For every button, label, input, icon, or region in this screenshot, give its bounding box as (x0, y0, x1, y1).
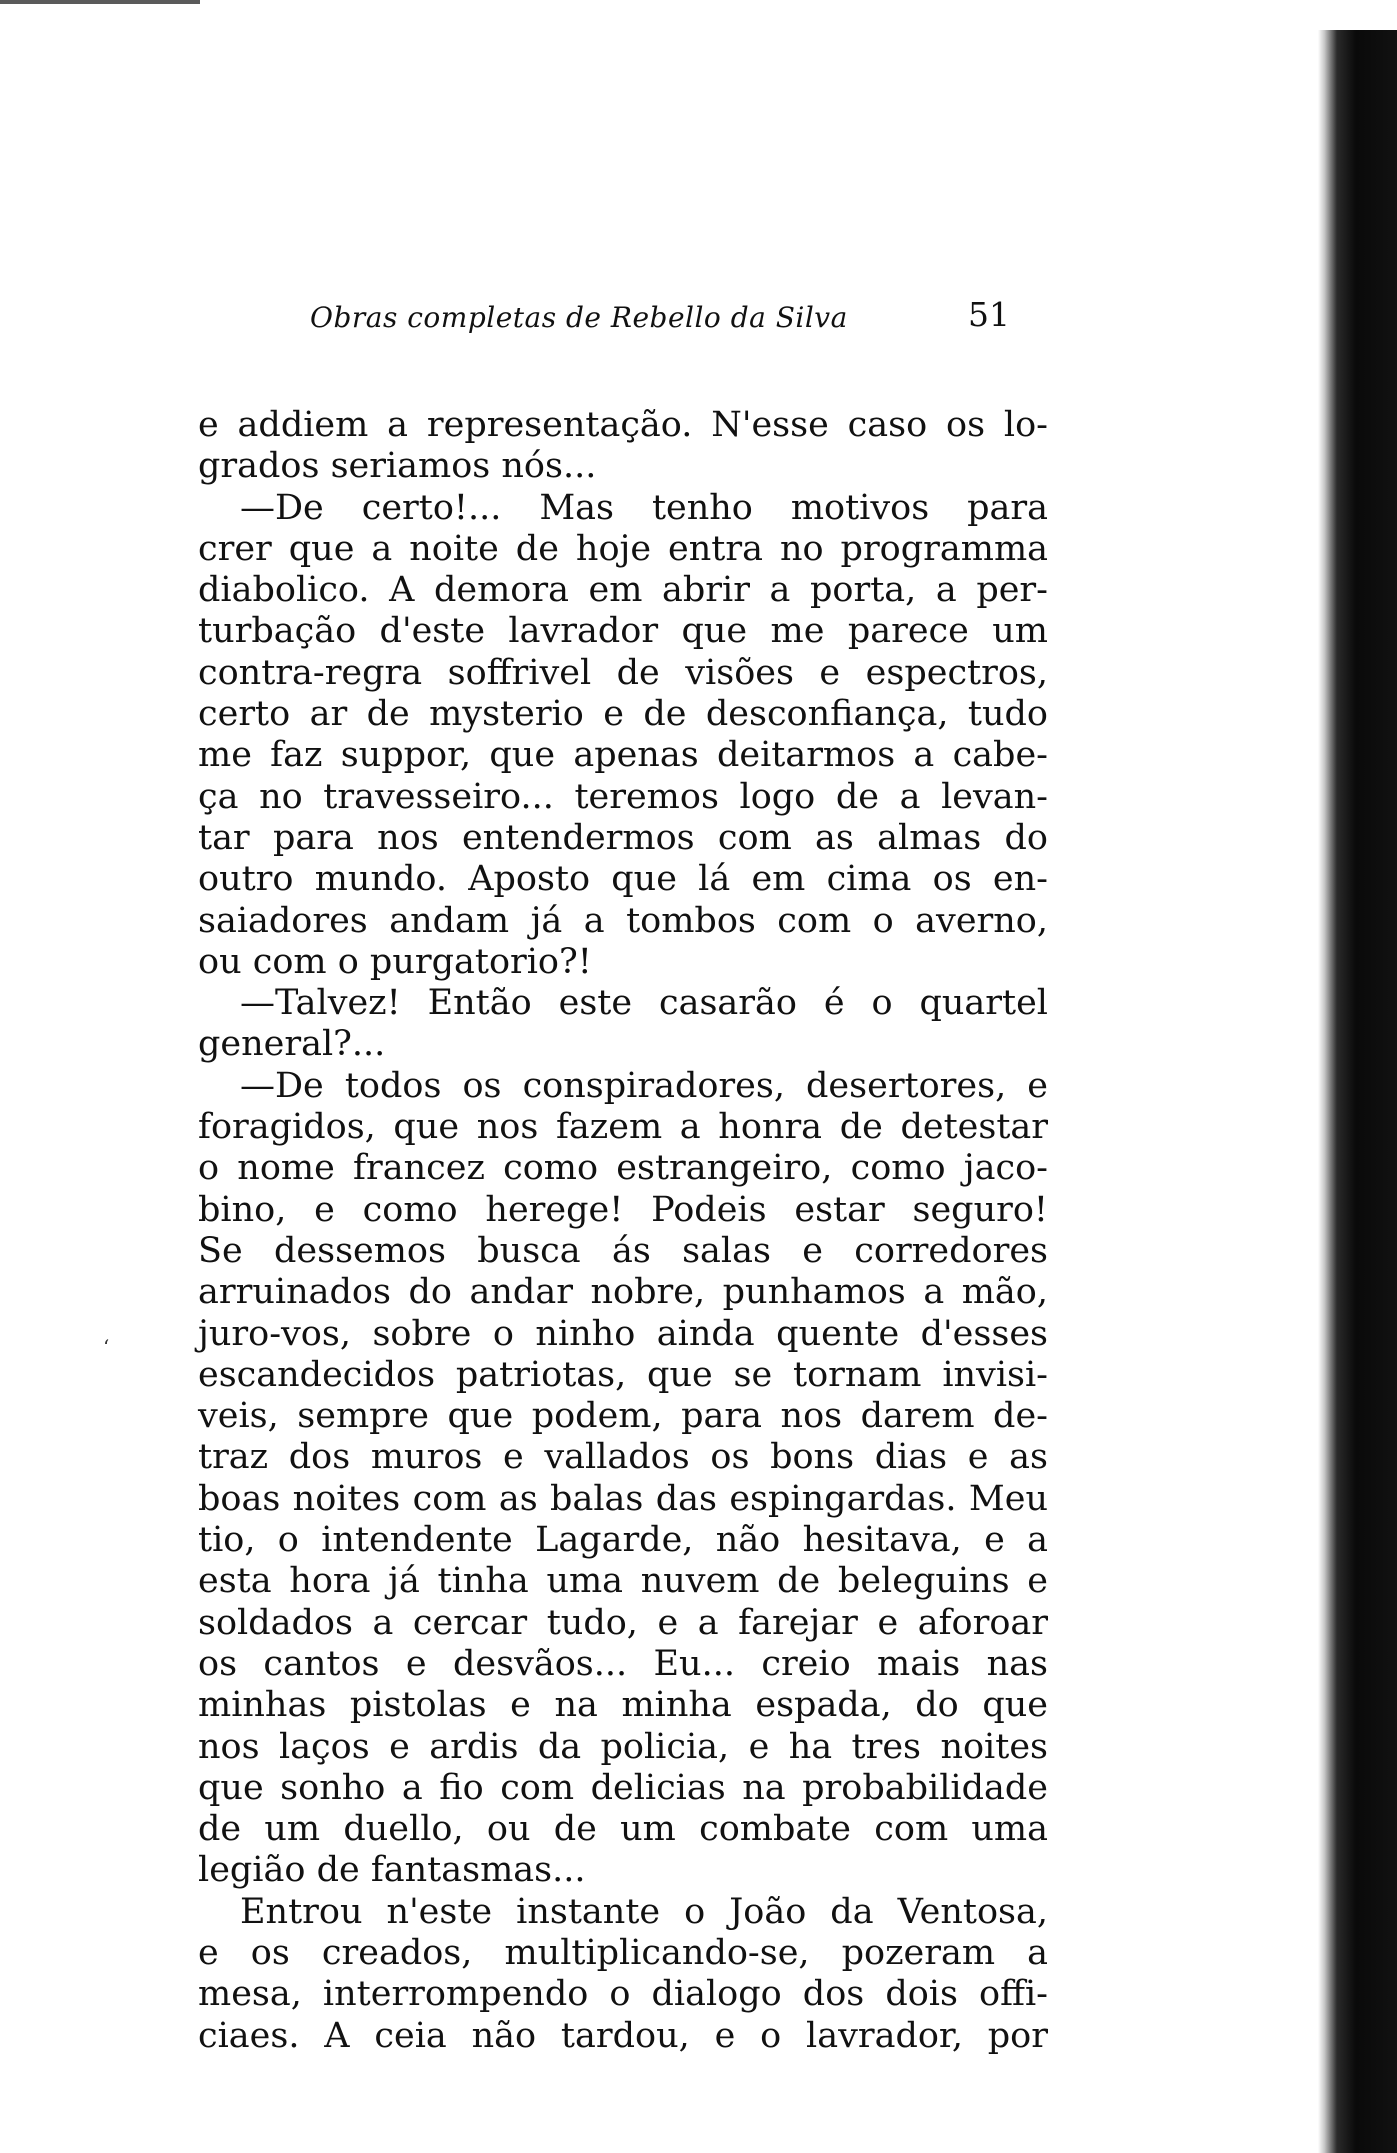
text-line: bino, e como herege! Podeis estar seguro! (198, 1189, 1048, 1230)
text-line: tio, o intendente Lagarde, não hesitava, e a (198, 1520, 1048, 1561)
text-line: —De todos os conspiradores, desertores, e (240, 1065, 1048, 1106)
text-line: Entrou n'este instante o João da Ventosa, (240, 1891, 1048, 1932)
text-line: veis, sempre que podem, para nos darem de- (198, 1396, 1048, 1437)
text-line: ou com o purgatorio?! (198, 941, 592, 982)
text-line: e os creados, multiplicando-se, pozeram a (198, 1932, 1048, 1973)
text-line: os cantos e desvãos... Eu... creio mais nas (198, 1643, 1048, 1684)
stray-mark-glyph: ‘ (103, 1335, 110, 1359)
text-line: Se dessemos busca ás salas e corredores (198, 1230, 1048, 1271)
scan-smudge (0, 0, 200, 4)
text-line: escandecidos patriotas, que se tornam invisi- (198, 1354, 1048, 1395)
text-line: juro-vos, sobre o ninho ainda quente d'esses (198, 1313, 1048, 1354)
page-number: 51 (968, 295, 1010, 334)
text-line: boas noites com as balas das espingardas. Meu (198, 1478, 1048, 1519)
text-line: o nome francez como estrangeiro, como jaco- (198, 1148, 1048, 1189)
text-line: mesa, interrompendo o dialogo dos dois offi- (198, 1974, 1048, 2015)
text-line: crer que a noite de hoje entra no programma (198, 528, 1048, 569)
running-title: Obras completas de Rebello da Silva (310, 301, 848, 334)
body-text (198, 405, 1048, 2057)
text-line: ça no travesseiro... teremos logo de a levan- (198, 776, 1048, 817)
text-line: arruinados do andar nobre, punhamos a mão, (198, 1272, 1048, 1313)
text-line: saiadores andam já a tombos com o averno, (198, 900, 1048, 941)
text-line: de um duello, ou de um combate com uma (198, 1809, 1048, 1850)
text-line: certo ar de mysterio e de desconfiança, tudo (198, 694, 1048, 735)
text-line: soldados a cercar tudo, e a farejar e aforoar (198, 1602, 1048, 1643)
text-line: legião de fantasmas... (198, 1850, 586, 1891)
page-edge-shadow (1318, 30, 1397, 2153)
text-line: grados seriamos nós... (198, 446, 597, 487)
text-line: —De certo!... Mas tenho motivos para (240, 487, 1048, 528)
text-line: foragidos, que nos fazem a honra de detestar (198, 1107, 1048, 1148)
text-line: general?... (198, 1024, 386, 1065)
text-line: que sonho a fio com delicias na probabilidade (198, 1767, 1048, 1808)
text-line: me faz suppor, que apenas deitarmos a cabe- (198, 735, 1048, 776)
text-line: e addiem a representação. N'esse caso os lo- (198, 405, 1048, 445)
text-line: ciaes. A ceia não tardou, e o lavrador, por (198, 2015, 1048, 2056)
text-line: minhas pistolas e na minha espada, do que (198, 1685, 1048, 1726)
text-line: diabolico. A demora em abrir a porta, a per- (198, 570, 1048, 611)
text-line: outro mundo. Aposto que lá em cima os en- (198, 859, 1048, 900)
text-line: —Talvez! Então este casarão é o quartel (240, 983, 1048, 1024)
running-header (310, 295, 1010, 343)
text-line: esta hora já tinha uma nuvem de beleguins e (198, 1561, 1048, 1602)
text-line: nos laços e ardis da policia, e ha tres noites (198, 1726, 1048, 1767)
text-line: tar para nos entendermos com as almas do (198, 817, 1048, 858)
text-line: traz dos muros e vallados os bons dias e as (198, 1437, 1048, 1478)
text-line: contra-regra soffrivel de visões e espectros, (198, 652, 1048, 693)
text-line: turbação d'este lavrador que me parece um (198, 611, 1048, 652)
